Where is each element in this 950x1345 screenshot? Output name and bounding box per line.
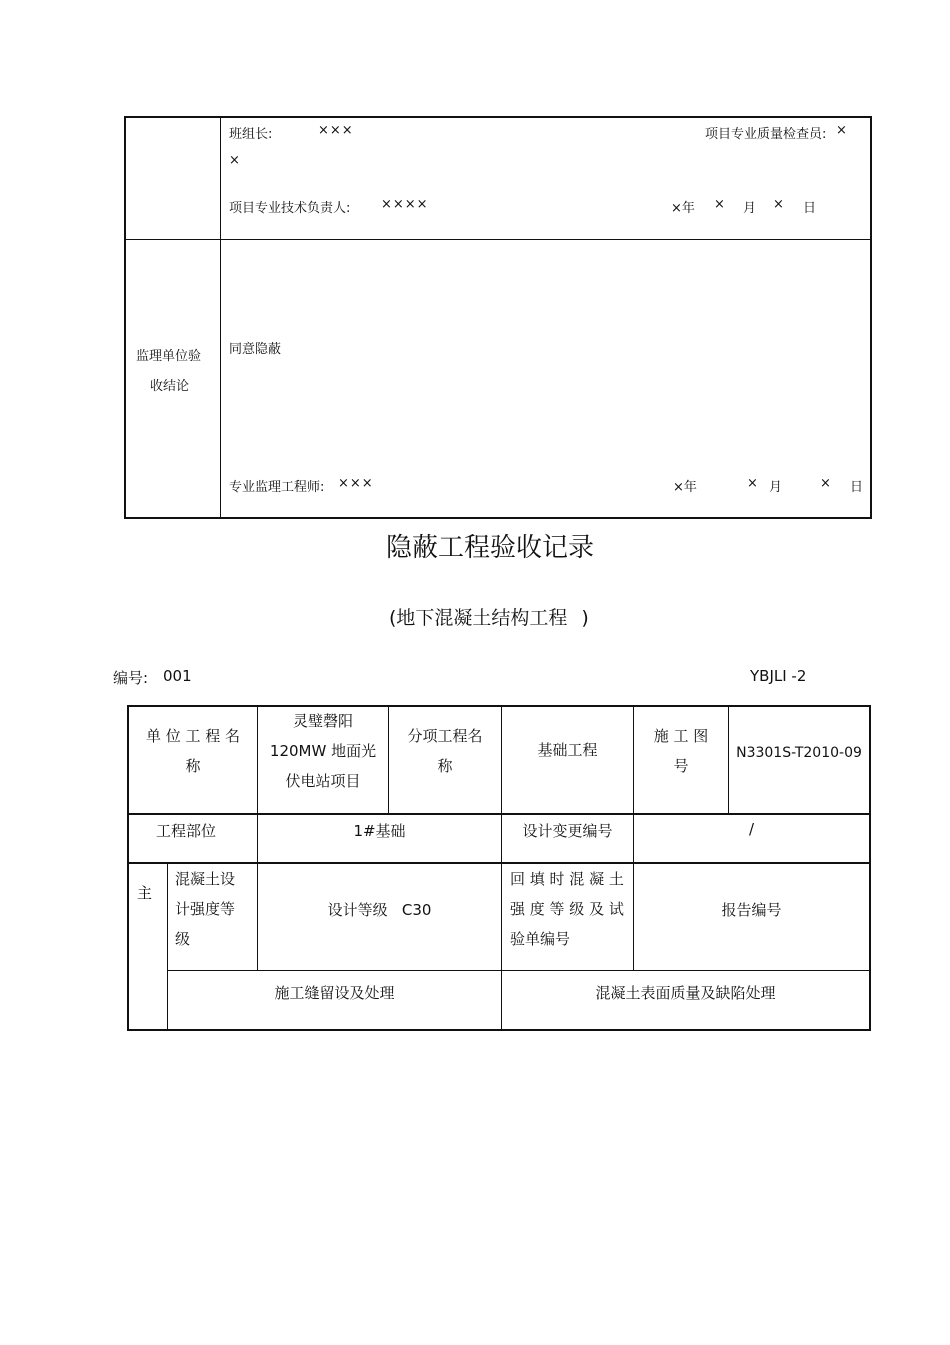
- sub-project-label-line1: 分项工程名: [407, 727, 483, 745]
- team-leader-label: 班组长:: [229, 127, 273, 142]
- drawing-no-label-line1: 施 工 图: [653, 727, 709, 745]
- team-leader-value: ×××: [318, 123, 354, 138]
- date-year: ×年: [673, 480, 697, 495]
- date-year: ×年: [671, 201, 695, 216]
- date-month: 月: [769, 480, 783, 495]
- date-day-x: ×: [773, 197, 784, 212]
- unit-project-label-line1: 单 位 工 程 名: [145, 727, 241, 745]
- unit-project-value-line1: 灵璧磬阳: [292, 712, 353, 730]
- strength-label: [175, 864, 255, 954]
- supervision-label-line2: 收结论: [150, 379, 190, 394]
- change-no-label: 设计变更编号: [522, 822, 613, 840]
- unit-project-label-line2: 称: [185, 757, 201, 775]
- date-day: 日: [850, 480, 864, 495]
- date-month-x: ×: [714, 197, 725, 212]
- supervision-label-line1: 监理单位验: [136, 349, 202, 364]
- change-no-value: /: [748, 820, 755, 838]
- surface-quality-label: 混凝土表面质量及缺陷处理: [595, 984, 776, 1002]
- unit-project-value: [258, 706, 388, 796]
- main-items-side-label: 主: [137, 884, 153, 902]
- sub-project-value: 基础工程: [537, 741, 598, 759]
- backfill-label: [510, 864, 630, 954]
- backfill-label-line1: 回 填 时 混 凝 土: [510, 870, 624, 888]
- backfill-label-line3: 验单编号: [510, 930, 571, 948]
- part-label: 工程部位: [155, 822, 216, 840]
- tech-lead-label: 项目专业技术负责人:: [229, 201, 351, 216]
- strength-label-line1: 混凝土设: [175, 870, 236, 888]
- date-day-x: ×: [820, 476, 831, 491]
- page-title: 隐蔽工程验收记录: [385, 533, 594, 563]
- report-no-label: 报告编号: [721, 901, 782, 919]
- unit-project-value-line3: 伏电站项目: [285, 772, 361, 790]
- part-value: 1#基础: [353, 822, 406, 840]
- drawing-no-label: [634, 721, 728, 781]
- engineer-value: ×××: [338, 476, 374, 491]
- subtitle-close: ): [581, 607, 589, 629]
- date-month: 月: [743, 201, 757, 216]
- serial-label: 编号:: [113, 669, 149, 687]
- qc-inspector-value: ×: [836, 123, 847, 138]
- backfill-label-line2: 强 度 等 级 及 试: [510, 900, 624, 918]
- sub-project-label-line2: 称: [437, 757, 453, 775]
- tech-lead-value: ××××: [381, 197, 429, 212]
- strength-label-line2: 计强度等: [175, 900, 236, 918]
- qc-inspector-value-wrap: ×: [229, 153, 240, 168]
- drawing-no-value: N3301S-T2010-09: [736, 745, 862, 761]
- date-day: 日: [803, 201, 817, 216]
- strength-label-line3: 级: [175, 930, 191, 948]
- construction-joint-label: 施工缝留设及处理: [274, 984, 395, 1002]
- page-subtitle: [389, 605, 589, 631]
- engineer-label: 专业监理工程师:: [229, 480, 325, 495]
- subtitle-text: (地下混凝土结构工程: [389, 607, 568, 629]
- qc-inspector-label: 项目专业质量检查员:: [705, 127, 827, 142]
- date-month-x: ×: [747, 476, 758, 491]
- strength-value: 设计等级 C30: [327, 901, 432, 919]
- sub-project-label: [389, 721, 501, 781]
- supervision-conclusion: 同意隐蔽: [229, 342, 282, 357]
- form-code: YBJLI -2: [750, 667, 807, 685]
- serial-number: 001: [163, 667, 192, 685]
- unit-project-label: [129, 721, 257, 781]
- drawing-no-label-line2: 号: [673, 757, 689, 775]
- unit-project-value-line2: 120MW 地面光: [269, 742, 377, 760]
